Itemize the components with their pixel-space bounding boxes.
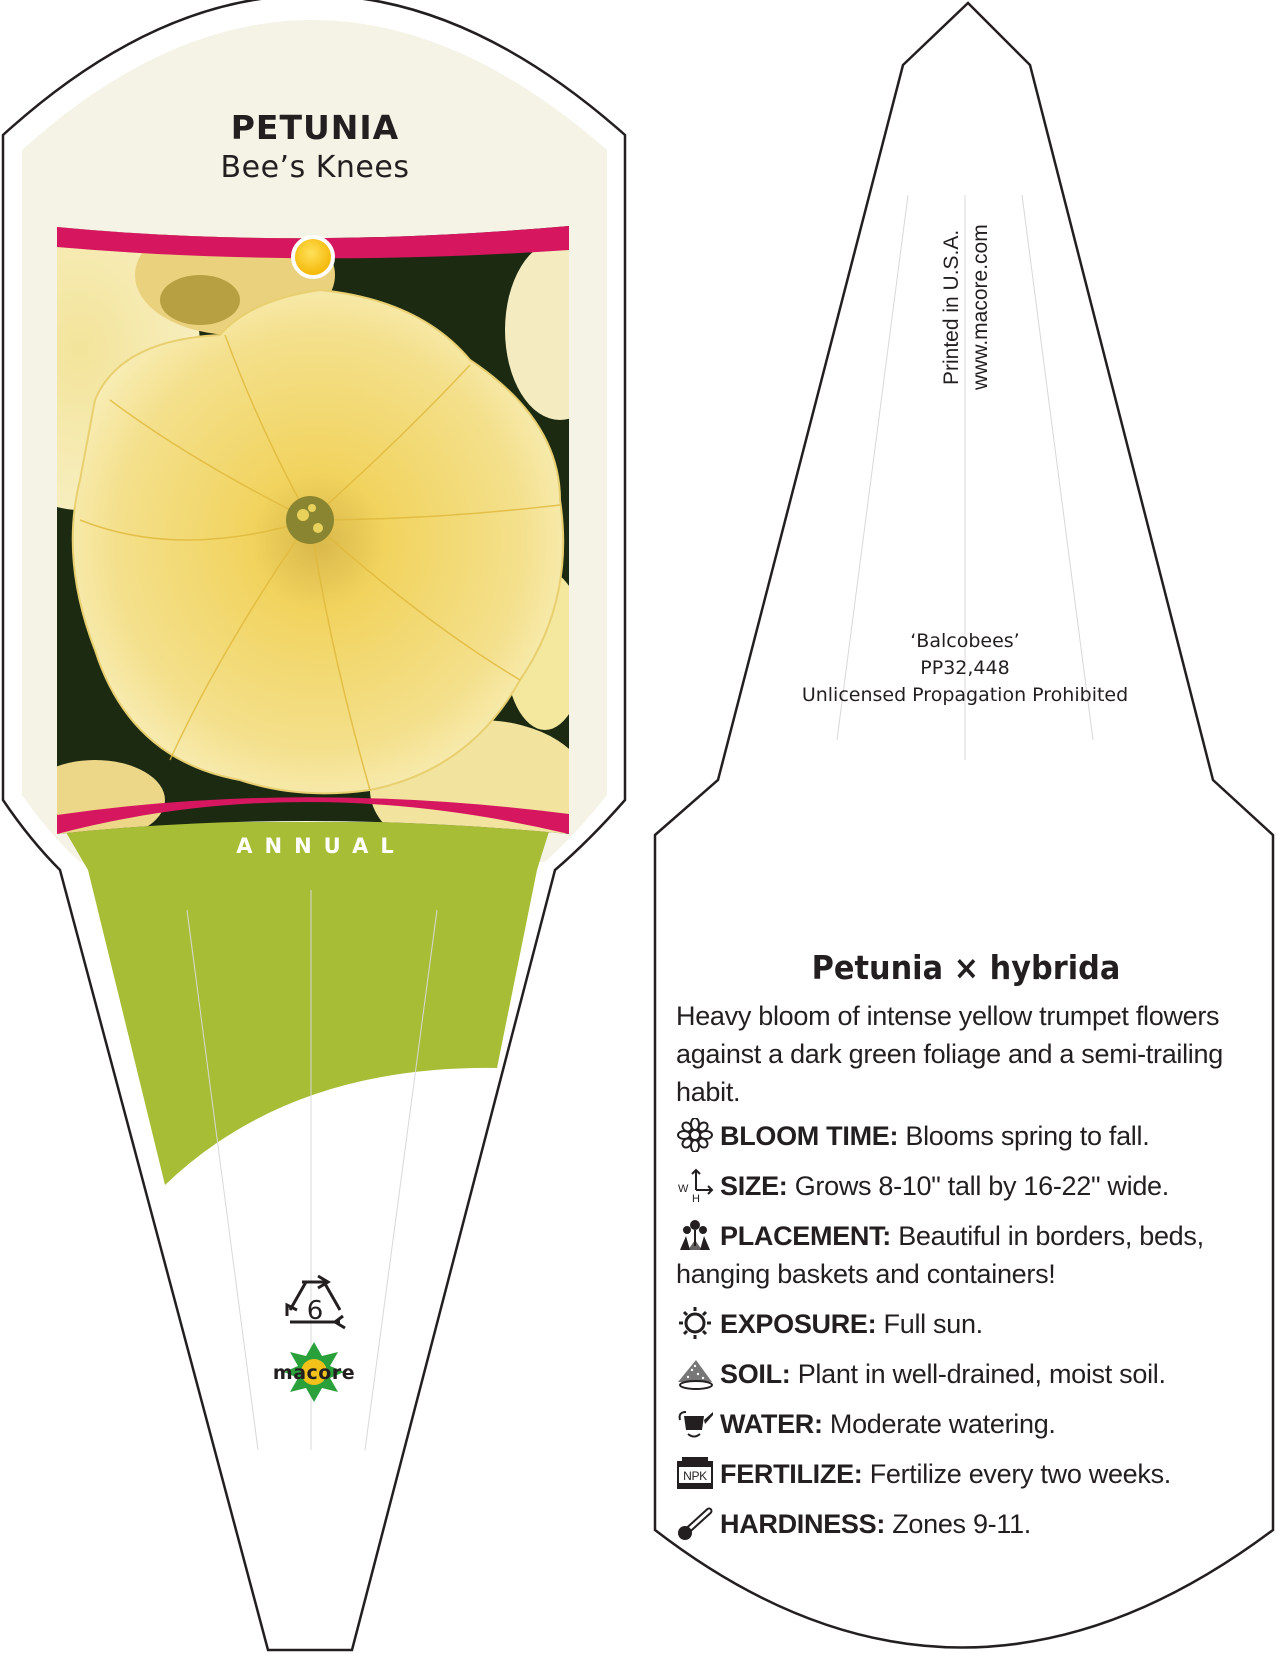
size-icon-h: H bbox=[692, 1193, 700, 1202]
care-row-fertilize bbox=[676, 1455, 1256, 1493]
care-text: Beautiful in borders, beds, hanging baskets and containers! bbox=[676, 1221, 1204, 1289]
care-label: SIZE: bbox=[720, 1171, 788, 1201]
care-text: Fertilize every two weeks. bbox=[869, 1459, 1171, 1489]
care-text: Moderate watering. bbox=[829, 1409, 1056, 1439]
flower-photo bbox=[0, 190, 615, 860]
website-text: www.macore.com bbox=[969, 224, 992, 390]
watering-can-icon bbox=[676, 1406, 714, 1440]
care-label: SOIL: bbox=[720, 1359, 791, 1389]
common-name: PETUNIA bbox=[230, 108, 400, 147]
care-text: Zones 9-11. bbox=[892, 1509, 1031, 1539]
color-dot-icon bbox=[293, 237, 333, 277]
care-row-placement bbox=[676, 1217, 1256, 1293]
care-text: Plant in well-drained, moist soil. bbox=[797, 1359, 1166, 1389]
flower-icon bbox=[676, 1118, 714, 1152]
care-label: HARDINESS: bbox=[720, 1509, 886, 1539]
care-label: EXPOSURE: bbox=[720, 1309, 877, 1339]
propagation-notice: Unlicensed Propagation Prohibited bbox=[801, 684, 1129, 706]
care-row-hardiness bbox=[676, 1505, 1256, 1543]
care-row-size bbox=[676, 1167, 1256, 1205]
care-row-bloom-time bbox=[676, 1117, 1256, 1155]
care-label: BLOOM TIME: bbox=[720, 1121, 899, 1151]
sun-icon bbox=[676, 1306, 714, 1340]
npk-label: NPK bbox=[683, 1469, 707, 1483]
care-text: Grows 8-10" tall by 16-22" wide. bbox=[794, 1171, 1169, 1201]
thermometer-icon bbox=[676, 1506, 714, 1540]
printed-in-text: Printed in U.S.A. bbox=[940, 229, 963, 385]
care-row-water bbox=[676, 1405, 1256, 1443]
variety-name: Bee’s Knees bbox=[220, 150, 410, 185]
brand-logo-text: macore bbox=[272, 1362, 356, 1384]
back-care-content bbox=[676, 948, 1256, 1555]
care-row-soil bbox=[676, 1355, 1256, 1393]
patent-number: PP32,448 bbox=[920, 657, 1010, 679]
soil-icon bbox=[676, 1356, 714, 1390]
care-text: Full sun. bbox=[883, 1309, 983, 1339]
size-icon-w: W bbox=[678, 1183, 689, 1195]
plant-description: Heavy bloom of intense yellow trumpet flowers against a dark green foliage and a semi-trailing habit. bbox=[676, 1001, 1223, 1107]
size-icon bbox=[676, 1168, 714, 1202]
placement-icon bbox=[676, 1218, 714, 1252]
care-text: Blooms spring to fall. bbox=[905, 1121, 1150, 1151]
plant-category: ANNUAL bbox=[236, 834, 406, 858]
care-label: PLACEMENT: bbox=[720, 1221, 891, 1251]
care-row-exposure bbox=[676, 1305, 1256, 1343]
care-label: FERTILIZE: bbox=[720, 1459, 863, 1489]
npk-icon bbox=[676, 1456, 714, 1490]
care-label: WATER: bbox=[720, 1409, 823, 1439]
trade-name: ‘Balcobees’ bbox=[910, 630, 1020, 652]
patent-block bbox=[775, 628, 1155, 709]
recycle-number: 6 bbox=[306, 1296, 324, 1326]
botanical-name: Petunia × hybrida bbox=[811, 948, 1121, 987]
